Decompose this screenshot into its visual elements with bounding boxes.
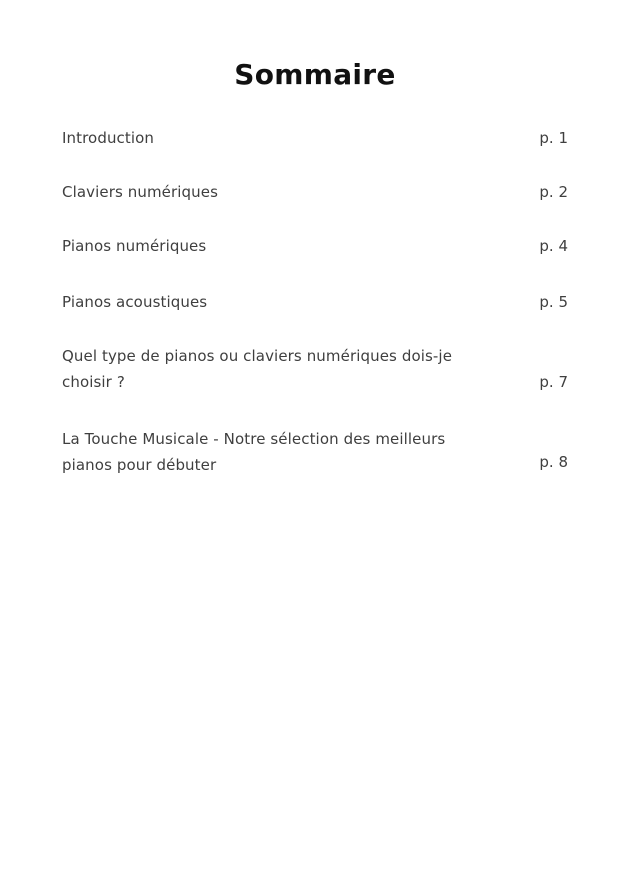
toc-entry-pianos-numeriques[interactable] <box>62 233 568 259</box>
toc-entry-page: p. 5 <box>539 293 568 311</box>
toc-entry-page: p. 8 <box>539 453 568 471</box>
toc-entry-label: Introduction <box>62 129 155 147</box>
table-of-contents <box>62 0 568 887</box>
page-title: Sommaire <box>234 58 396 91</box>
toc-entry-label: Pianos numériques <box>62 237 207 255</box>
toc-entry-la-touche-musicale[interactable] <box>62 426 568 478</box>
toc-entry-label: Claviers numériques <box>62 183 219 201</box>
toc-entry-label: Quel type de pianos ou claviers numériques dois-je choisir ? <box>62 347 453 391</box>
toc-entry-label: Pianos acoustiques <box>62 293 208 311</box>
toc-entry-introduction[interactable] <box>62 125 568 151</box>
toc-entry-page: p. 4 <box>539 237 568 255</box>
toc-entry-page: p. 1 <box>539 129 568 147</box>
toc-entry-label: La Touche Musicale - Notre sélection des meilleurs pianos pour débuter <box>62 430 446 474</box>
toc-entry-page: p. 2 <box>539 183 568 201</box>
toc-entry-quel-type[interactable] <box>62 343 568 395</box>
toc-entry-claviers-numeriques[interactable] <box>62 179 568 205</box>
toc-entry-page: p. 7 <box>539 373 568 391</box>
toc-entry-pianos-acoustiques[interactable] <box>62 289 568 315</box>
